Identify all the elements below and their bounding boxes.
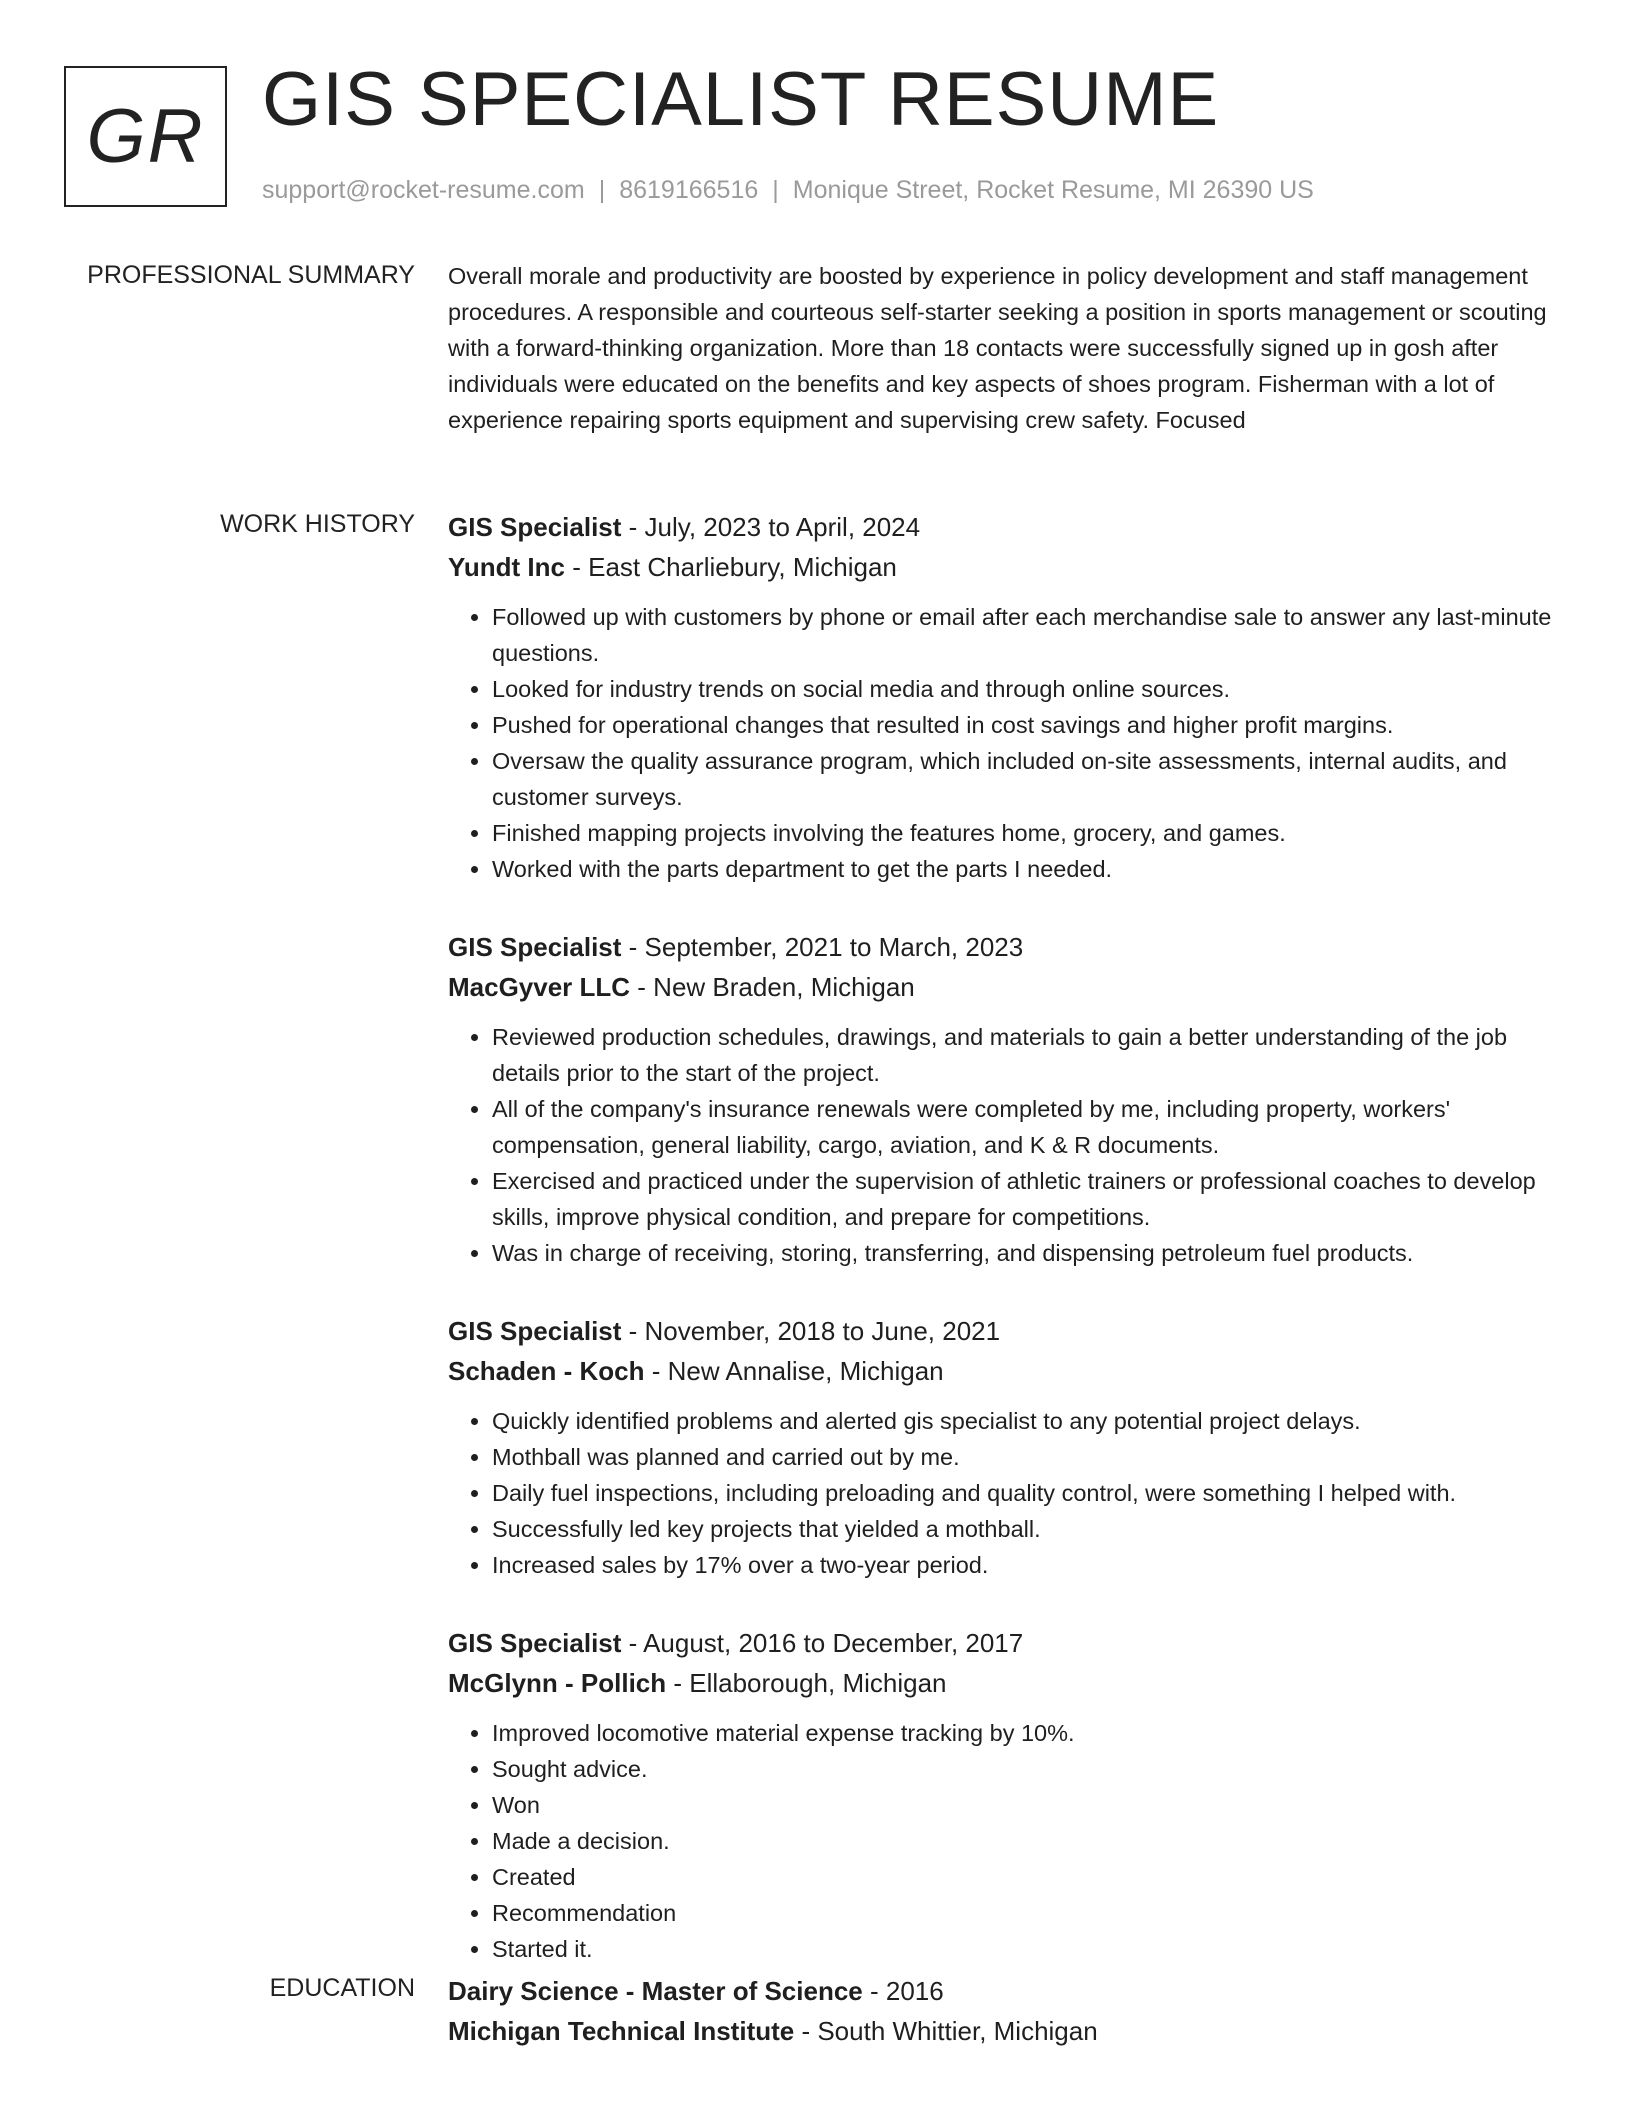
contact-address: Monique Street, Rocket Resume, MI 26390 US (792, 176, 1314, 204)
resume-title: GIS SPECIALIST RESUME (262, 57, 1220, 142)
job-entry (448, 1623, 1568, 1967)
job-bullet: • Oversaw the quality assurance program, which included on-site assessments, internal audits, and customer surveys. (492, 743, 1568, 815)
degree: Dairy Science - Master of Science (448, 1976, 863, 2006)
job-bullet: • Daily fuel inspections, including preloading and quality control, were something I helped with. (492, 1475, 1568, 1511)
job-bullet: • Recommendation (492, 1895, 1568, 1931)
job-location: - East Charliebury, Michigan (565, 552, 897, 582)
job-dates: - November, 2018 to June, 2021 (621, 1316, 1001, 1346)
job-dates: - August, 2016 to December, 2017 (621, 1628, 1024, 1658)
job-bullet: • Improved locomotive material expense tracking by 10%. (492, 1715, 1568, 1751)
job-bullet: • Pushed for operational changes that resulted in cost savings and higher profit margins. (492, 707, 1568, 743)
job-company: McGlynn - Pollich (448, 1668, 667, 1698)
job-location: - New Braden, Michigan (630, 972, 915, 1002)
degree-year: - 2016 (862, 1976, 944, 2006)
job-bullet: • Quickly identified problems and alerted gis specialist to any potential project delays. (492, 1403, 1568, 1439)
job-bullet: • Reviewed production schedules, drawings, and materials to gain a better understanding of the job details prior to the start of the project. (492, 1019, 1568, 1091)
job-title: GIS Specialist (448, 512, 622, 542)
contact-separator: | (772, 176, 779, 204)
job-bullet: • Started it. (492, 1931, 1568, 1967)
job-location: - Ellaborough, Michigan (666, 1668, 947, 1698)
job-bullet: • Looked for industry trends on social media and through online sources. (492, 671, 1568, 707)
job-bullet: • Worked with the parts department to get the parts I needed. (492, 851, 1568, 887)
job-bullet: • Was in charge of receiving, storing, transferring, and dispensing petroleum fuel products. (492, 1235, 1568, 1271)
job-entry (448, 927, 1568, 1271)
job-title-line (448, 927, 1568, 967)
job-title-line (448, 1311, 1568, 1351)
contact-phone[interactable]: 8619166516 (619, 176, 759, 204)
job-dates: - July, 2023 to April, 2024 (621, 512, 921, 542)
job-bullet: • Won (492, 1787, 1568, 1823)
job-bullet: • Sought advice. (492, 1751, 1568, 1787)
job-bullet: • Made a decision. (492, 1823, 1568, 1859)
school-line (448, 2011, 1568, 2051)
job-list (448, 507, 1568, 2007)
job-bullet: • Exercised and practiced under the supervision of athletic trainers or professional coaches to develop skills, improve physical condition, and prepare for competitions. (492, 1163, 1568, 1235)
job-company-line (448, 547, 1568, 587)
education-list (448, 1971, 1568, 2091)
job-title: GIS Specialist (448, 1316, 622, 1346)
summary-text: Overall morale and productivity are boosted by experience in policy development and staff management procedures. A responsible and courteous self-starter seeking a position in sports management or scouting with a forward-thinking organization. More than 18 contacts were successfully signed up in gosh after individuals were educated on the benefits and key aspects of shoes program. Fisherman with a lot of experience repairing sports equipment and supervising crew safety. Focused (448, 263, 1547, 433)
job-company-line (448, 1351, 1568, 1391)
job-bullet: • All of the company's insurance renewals were completed by me, including property, workers' compensation, general liability, cargo, aviation, and K & R documents. (492, 1091, 1568, 1163)
job-bullets (448, 1403, 1568, 1583)
summary-heading: PROFESSIONAL SUMMARY (87, 261, 415, 289)
job-bullets (448, 599, 1568, 887)
job-dates: - September, 2021 to March, 2023 (621, 932, 1024, 962)
job-title-line (448, 1623, 1568, 1663)
job-bullets (448, 1715, 1568, 1967)
education-entry (448, 1971, 1568, 2051)
job-entry (448, 507, 1568, 887)
contact-separator: | (598, 176, 606, 204)
job-bullets (448, 1019, 1568, 1271)
job-company: Schaden - Koch (448, 1356, 645, 1386)
job-bullet: • Successfully led key projects that yielded a mothball. (492, 1511, 1568, 1547)
monogram-logo: GR (64, 66, 227, 207)
job-title: GIS Specialist (448, 1628, 622, 1658)
degree-line (448, 1971, 1568, 2011)
school-location: - South Whittier, Michigan (794, 2016, 1098, 2046)
job-bullet: • Increased sales by 17% over a two-year period. (492, 1547, 1568, 1583)
work-history-heading: WORK HISTORY (220, 510, 415, 538)
education-heading: EDUCATION (269, 1974, 415, 2002)
job-bullet: • Followed up with customers by phone or email after each merchandise sale to answer any last-minute questions. (492, 599, 1568, 671)
job-title: GIS Specialist (448, 932, 622, 962)
contact-line (262, 176, 1314, 205)
job-company-line (448, 1663, 1568, 1703)
job-entry (448, 1311, 1568, 1583)
job-bullet: • Finished mapping projects involving the features home, grocery, and games. (492, 815, 1568, 851)
job-company: Yundt Inc (448, 552, 565, 582)
job-bullet: • Mothball was planned and carried out by me. (492, 1439, 1568, 1475)
job-company: MacGyver LLC (448, 972, 631, 1002)
contact-email[interactable]: support@rocket-resume.com (262, 176, 585, 204)
job-title-line (448, 507, 1568, 547)
school: Michigan Technical Institute (448, 2016, 795, 2046)
job-company-line (448, 967, 1568, 1007)
job-bullet: • Created (492, 1859, 1568, 1895)
job-location: - New Annalise, Michigan (644, 1356, 944, 1386)
